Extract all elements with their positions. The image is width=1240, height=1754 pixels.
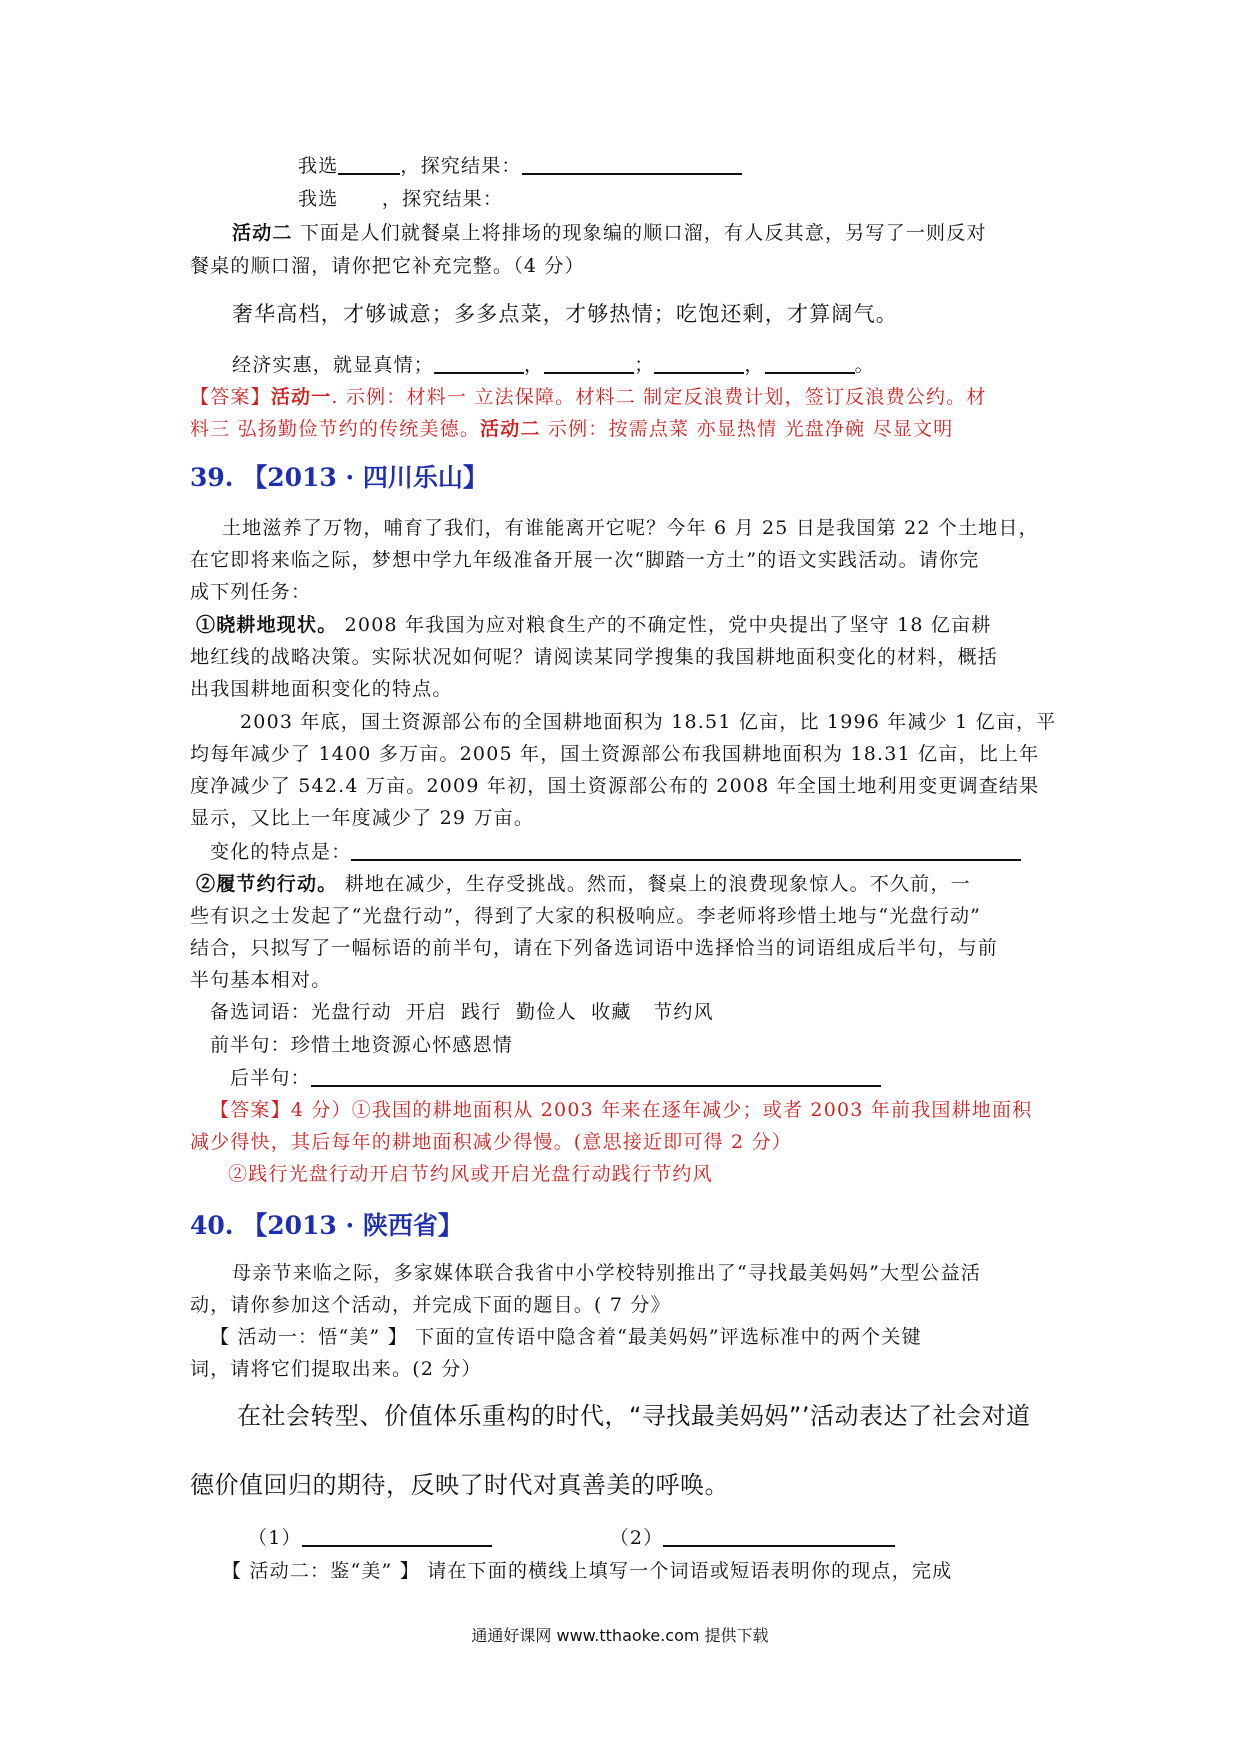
q39-answer-2: 减少得快，其后每年的耕地面积减少得慢。(意思接近即可得 2 分） [190, 1131, 792, 1153]
answer-line-2 [190, 413, 1060, 445]
task2-line-1 [196, 868, 1066, 900]
candidate-words: 备选词语：光盘行动 开启 践行 勤俭人 收藏 节约风 [210, 1001, 714, 1023]
keyword-blank-1[interactable] [302, 1527, 492, 1547]
rhyme-answer-label: 经济实惠，就显真情； [232, 354, 435, 376]
material-line-2: 均每年减少了 1400 多万亩。2005 年，国土资源部公布我国耕地面积为 18.31 亿亩，比上年 [190, 743, 1040, 765]
material-line-3: 度净减少了 542.4 万亩。2009 年初，国土资源部公布的 2008 年全国土地利用变更调查结果 [190, 775, 1040, 797]
answer-activity1: 活动一 [270, 386, 332, 408]
answer-blank[interactable] [522, 155, 742, 175]
slogan-line-2: 德价值回归的期待，反映了时代对真善美的呼唤。 [190, 1471, 729, 1499]
q39-answer-3: ②践行光盘行动开启节约风或开启光盘行动践行节约风 [228, 1163, 713, 1185]
keyword-blank-2[interactable] [663, 1527, 895, 1547]
answer-blank[interactable] [311, 1067, 881, 1087]
material-line-4: 显示，又比上一年度减少了 29 万亩。 [190, 807, 535, 829]
task2-line-3: 结合，只拟写了一幅标语的前半句，请在下列备选词语中选择恰当的词语组成后半句，与前 [190, 937, 999, 959]
task2-line-2: 些有识之士发起了“光盘行动”，得到了大家的积极响应。李老师将珍惜土地与“光盘行动” [190, 905, 982, 927]
task2-title: ②履节约行动。 [196, 873, 338, 895]
answer-text: 示例：按需点菜 亦显热情 光盘净碗 尽显文明 [540, 418, 954, 440]
activity2-line-2: 餐桌的顺口溜，请你把它补充完整。（4 分） [190, 255, 585, 277]
material-line-1: 2003 年底，国土资源部公布的全国耕地面积为 18.51 亿亩，比 1996 年减少 1 亿亩，平 [240, 711, 1057, 733]
q40-intro-2: 动，请你参加这个活动，并完成下面的题目。( 7 分》 [190, 1294, 671, 1316]
blank2-label: （2） [609, 1527, 664, 1549]
result-label: ，探究结果： [400, 155, 522, 177]
task2-text: 耕地在减少，生存受挑战。然而，餐桌上的浪费现象惊人。不久前，一 [337, 873, 971, 895]
answer-text: . 示例：材料一 立法保障。材料二 制定反浪费计划，签订反浪费公约。材 [331, 386, 987, 408]
q40-intro-1: 母亲节来临之际，多家媒体联合我省中小学校特别推出了“寻找最美妈妈”大型公益活 [232, 1262, 982, 1284]
q39-intro-2: 在它即将来临之际，梦想中学九年级准备开展一次“脚踏一方土”的语文实践活动。请你完 [190, 549, 980, 571]
page-footer: 通通好课网 www.tthaoke.com 提供下载 [471, 1626, 769, 1645]
answer-text: 料三 弘扬勤俭节约的传统美德。 [190, 418, 481, 440]
answer-blank[interactable] [434, 354, 524, 374]
answer-label: 【答案】 [190, 386, 271, 408]
blank1-label: （1） [248, 1527, 302, 1549]
feature-line [210, 836, 1080, 868]
activity2-title: 活动二 [232, 222, 293, 244]
task2-line-4: 半句基本相对。 [190, 969, 332, 991]
task1-line-3: 出我国耕地面积变化的特点。 [190, 678, 453, 700]
punct: ， [744, 354, 765, 376]
choice-line-1 [298, 150, 1168, 182]
punct: 。 [854, 354, 875, 376]
keyword-blanks [248, 1522, 1118, 1554]
second-half-label: 后半句： [230, 1067, 311, 1089]
question-40-heading: 40. 【2013 · 陕西省】 [190, 1211, 463, 1240]
first-half: 前半句：珍惜土地资源心怀感恩情 [210, 1034, 514, 1056]
activity2-line-1 [232, 217, 1102, 249]
task1-line-2: 地红线的战略决策。实际状况如何呢？请阅读某同学搜集的我国耕地面积变化的材料，概括 [190, 646, 999, 668]
answer-blank[interactable] [654, 354, 744, 374]
choice-label: 我选 [298, 155, 339, 177]
q39-intro-3: 成下列任务： [190, 581, 312, 603]
q39-intro-1: 土地滋养了万物，哺育了我们，有谁能离开它呢？今年 6 月 25 日是我国第 22 个土地日， [222, 517, 1039, 539]
q40-activity2: 【 活动二：鉴“美” 】 请在下面的横线上填写一个词语或短语表明你的现点，完成 [222, 1560, 953, 1582]
answer-blank[interactable] [544, 354, 634, 374]
answer-blank[interactable] [351, 841, 1021, 861]
activity2-text: 下面是人们就餐桌上将排场的现象编的顺口溜，有人反其意，另写了一则反对 [299, 222, 987, 244]
punct: ， [524, 354, 545, 376]
q39-answer-1: 【答案】4 分）①我国的耕地面积从 2003 年来在逐年减少；或者 2003 年前我国耕地面积 [210, 1099, 1033, 1121]
choice-line-2: 我选 ，探究结果： [298, 188, 504, 210]
slogan-line-1: 在社会转型、价值体乐重构的时代，“寻找最美妈妈”’活动表达了社会对道 [237, 1402, 1031, 1430]
task1-line-1 [196, 609, 1066, 641]
punct: ； [634, 354, 655, 376]
answer-blank[interactable] [338, 155, 400, 175]
task1-text: 2008 年我国为应对粮食生产的不确定性，党中央提出了坚守 18 亿亩耕 [337, 614, 992, 636]
second-half-line [230, 1062, 1100, 1094]
answer-activity2: 活动二 [480, 418, 541, 440]
answer-blank[interactable] [765, 354, 855, 374]
question-39-heading: 39. 【2013 · 四川乐山】 [190, 463, 488, 492]
feature-label: 变化的特点是： [210, 841, 352, 863]
rhyme: 奢华高档，才够诚意；多多点菜，才够热情；吃饱还剩，才算阔气。 [232, 302, 898, 326]
q40-activity1-line-1: 【 活动一：悟“美” 】 下面的宣传语中隐含着“最美妈妈”评选标准中的两个关键 [210, 1326, 922, 1348]
task1-title: ①晓耕地现状。 [196, 614, 338, 636]
answer-line-1 [190, 381, 1060, 413]
rhyme-answer-line [232, 349, 1102, 381]
q40-activity1-line-2: 词，请将它们提取出来。(2 分） [190, 1358, 482, 1380]
